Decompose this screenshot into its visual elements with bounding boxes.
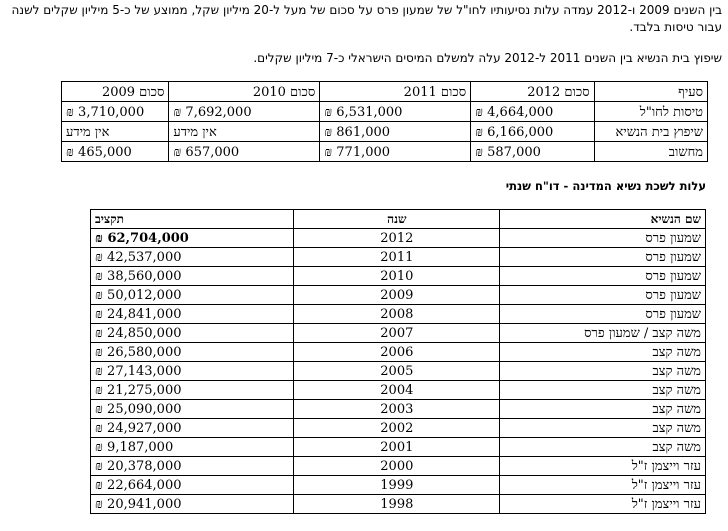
table-row: [91, 457, 706, 476]
table-cell: אין מידע: [169, 122, 320, 142]
president-name-cell: שמעון פרס: [500, 286, 706, 305]
budget-cell: 9,187,000 ₪: [91, 438, 294, 457]
expenses-row-flights: [62, 102, 708, 122]
expenses-header-item: סעיף: [594, 82, 707, 102]
expenses-row-computing: [62, 142, 708, 162]
year-cell: 2007: [294, 324, 500, 343]
year-cell: 2005: [294, 362, 500, 381]
budget-cell: 38,560,000 ₪: [91, 267, 294, 286]
intro-paragraph-renovation: שיפוץ בית הנשיא בין השנים 2011 ל-2012 עלה למשלם המיסים הישראלי כ-7 מיליון שקלים.: [253, 51, 722, 65]
table-cell: אין מידע: [62, 122, 169, 142]
president-name-cell: עזר וייצמן ז"ל: [500, 476, 706, 495]
annual-header-row: [91, 210, 706, 229]
president-name-cell: משה קצב: [500, 419, 706, 438]
president-name-cell: משה קצב: [500, 400, 706, 419]
year-cell: 2006: [294, 343, 500, 362]
budget-cell: 24,927,000 ₪: [91, 419, 294, 438]
table-cell: 587,000 ₪: [471, 142, 595, 162]
annual-body: [91, 229, 706, 514]
year-cell: 2011: [294, 248, 500, 267]
president-name-cell: משה קצב: [500, 343, 706, 362]
table-cell: שיפוץ בית הנשיא: [594, 122, 707, 142]
year-cell: 2003: [294, 400, 500, 419]
year-cell: 2010: [294, 267, 500, 286]
budget-cell: 21,275,000 ₪: [91, 381, 294, 400]
budget-cell: 42,537,000 ₪: [91, 248, 294, 267]
president-name-cell: שמעון פרס: [500, 267, 706, 286]
table-row: [91, 400, 706, 419]
table-cell: 657,000 ₪: [169, 142, 320, 162]
year-cell: 2000: [294, 457, 500, 476]
annual-cost-table: [90, 209, 706, 514]
budget-cell: 27,143,000 ₪: [91, 362, 294, 381]
budget-cell: 62,704,000 ₪: [91, 229, 294, 248]
annual-header-year: שנה: [294, 210, 500, 229]
table-cell: 861,000 ₪: [320, 122, 471, 142]
expenses-header-row: [62, 82, 708, 102]
year-cell: 2004: [294, 381, 500, 400]
table-row: [91, 438, 706, 457]
budget-cell: 20,378,000 ₪: [91, 457, 294, 476]
table-cell: 7,692,000 ₪: [169, 102, 320, 122]
president-name-cell: שמעון פרס: [500, 248, 706, 267]
year-cell: 1999: [294, 476, 500, 495]
president-name-cell: משה קצב: [500, 381, 706, 400]
intro-text: [8, 2, 722, 67]
table-row: [91, 286, 706, 305]
table-row: [91, 495, 706, 514]
budget-cell: 50,012,000 ₪: [91, 286, 294, 305]
year-cell: 2002: [294, 419, 500, 438]
president-name-cell: שמעון פרס: [500, 229, 706, 248]
expenses-header-2011: סכום 2011: [320, 82, 471, 102]
table-cell: 771,000 ₪: [320, 142, 471, 162]
expenses-header-2009: סכום 2009: [62, 82, 169, 102]
expenses-header-2010: סכום 2010: [169, 82, 320, 102]
table-row: [91, 248, 706, 267]
budget-cell: 20,941,000 ₪: [91, 495, 294, 514]
table-cell: 6,531,000 ₪: [320, 102, 471, 122]
year-cell: 2009: [294, 286, 500, 305]
year-cell: 2001: [294, 438, 500, 457]
budget-cell: 25,090,000 ₪: [91, 400, 294, 419]
president-name-cell: משה קצב: [500, 438, 706, 457]
intro-paragraph-flights: בין השנים 2009 ו-2012 עמדה עלות נסיעותיו לחו"ל של שמעון פרס על סכום של מעל ל-20 מיליון שקל, ממוצע של כ-5 מיליון שקלים לשנה עבור טיסות בלבד.: [11, 3, 722, 34]
table-cell: 465,000 ₪: [62, 142, 169, 162]
budget-cell: 26,580,000 ₪: [91, 343, 294, 362]
annual-cost-title: עלות לשכת נשיא המדינה - דו"ח שנתי: [505, 179, 706, 193]
annual-header-budget: תקציב: [91, 210, 294, 229]
table-row: [91, 343, 706, 362]
president-name-cell: עזר וייצמן ז"ל: [500, 457, 706, 476]
table-row: [91, 419, 706, 438]
expenses-row-renovation: [62, 122, 708, 142]
table-cell: 4,664,000 ₪: [471, 102, 595, 122]
year-cell: 2008: [294, 305, 500, 324]
table-row: [91, 381, 706, 400]
table-cell: טיסות לחו"ל: [594, 102, 707, 122]
year-cell: 2012: [294, 229, 500, 248]
table-row: [91, 305, 706, 324]
table-row: [91, 476, 706, 495]
table-row: [91, 324, 706, 343]
table-cell: 6,166,000 ₪: [471, 122, 595, 142]
table-cell: מחשוב: [594, 142, 707, 162]
table-row: [91, 229, 706, 248]
president-name-cell: שמעון פרס: [500, 305, 706, 324]
expenses-table: [61, 81, 708, 162]
president-name-cell: משה קצב / שמעון פרס: [500, 324, 706, 343]
president-name-cell: משה קצב: [500, 362, 706, 381]
table-row: [91, 267, 706, 286]
budget-cell: 24,841,000 ₪: [91, 305, 294, 324]
annual-header-president: שם הנשיא: [500, 210, 706, 229]
expenses-header-2012: סכום 2012: [471, 82, 595, 102]
table-row: [91, 362, 706, 381]
budget-cell: 22,664,000 ₪: [91, 476, 294, 495]
table-cell: 3,710,000 ₪: [62, 102, 169, 122]
budget-cell: 24,850,000 ₪: [91, 324, 294, 343]
year-cell: 1998: [294, 495, 500, 514]
president-name-cell: עזר וייצמן ז"ל: [500, 495, 706, 514]
